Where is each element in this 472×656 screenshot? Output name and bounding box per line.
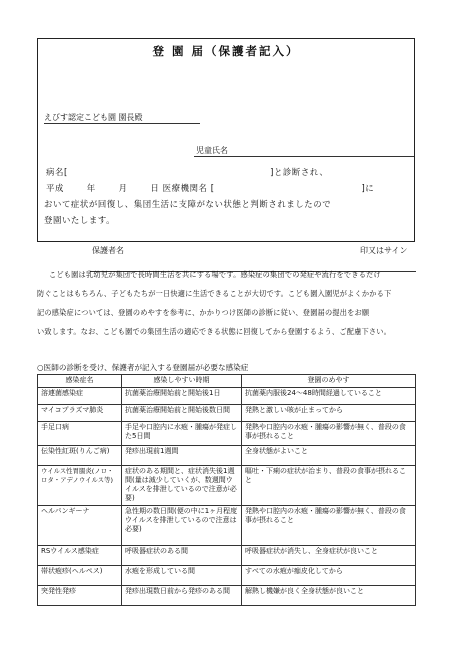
form-line-date-clinic: 平成 年 月 日 医療機関名 [ ]に — [46, 183, 375, 193]
infectious-period: 発疹出現数日前から発疹のある間 — [122, 586, 242, 606]
infectious-period: 症状のある期間と、症状消失後1週間(量は減少していくが、数週間ウイルスを排泄しているので注意が必要) — [122, 466, 242, 506]
disease-name: RSウイルス感染症 — [38, 546, 122, 566]
table-row — [38, 506, 416, 546]
infectious-period: 抗菌薬治療開始前と開始後1日 — [122, 388, 242, 405]
return-guideline: 発熱と激しい咳が止まってから — [242, 405, 416, 422]
header-return-guideline: 登園のめやす — [242, 375, 416, 388]
disease-name: 突発性発疹 — [38, 586, 122, 606]
child-name-field[interactable] — [194, 156, 414, 157]
form-line-diagnosis: 病名[ ]と診断され、 — [46, 167, 329, 177]
disease-name: ウイルス性胃腸炎(ノロ・ロタ・アデノウイルス等) — [38, 466, 122, 506]
disease-name: マイコプラズマ肺炎 — [38, 405, 122, 422]
return-guideline: 発熱や口腔内の水疱・腫瘍の影響が無く、普段の食事が摂れること — [242, 506, 416, 546]
table-row — [38, 405, 416, 422]
table-title: ○医師の診断を受け、保護者が記入する登園届が必要な感染症 — [37, 363, 249, 372]
guardian-name-label: 保護者名 — [92, 246, 124, 255]
table-row — [38, 388, 416, 405]
table-row — [38, 546, 416, 566]
form-line-recovery: おいて症状が回復し、集団生活に支障がない状態と判断されましたので — [44, 199, 332, 209]
seal-or-signature-label: 印又はサイン — [360, 246, 408, 255]
attendance-form-box — [37, 38, 415, 255]
disease-name: 帯状疱疹(ヘルペス) — [38, 566, 122, 586]
notice-line: い致します。なお、こども園での集団生活の適応できる状態に回復してから登園するよう、ご配慮下さい。 — [37, 327, 392, 336]
disease-table — [37, 374, 416, 606]
infectious-period: 急性期の数日間(便の中に1ヶ月程度ウイルスを排泄しているので注意は必要) — [122, 506, 242, 546]
return-guideline: 抗菌薬内服後24～48時間経過していること — [242, 388, 416, 405]
return-guideline: すべての水疱が痂皮化してから — [242, 566, 416, 586]
disease-name: 手足口病 — [38, 422, 122, 446]
form-title: 登 園 届（保護者記入） — [152, 44, 300, 58]
header-infectious-period: 感染しやすい時期 — [122, 375, 242, 388]
addressee: えびす認定こども園 園長殿 — [44, 113, 143, 122]
disease-name: 伝染性紅斑(りんご病) — [38, 446, 122, 466]
notice-line: 記の感染症については、登園のめやすを参考に、かかりつけ医師の診断に従い、登園届の提出をお願 — [37, 308, 370, 317]
return-guideline: 発熱や口腔内の水疱・腫瘍の影響が無く、普段の食事が摂れること — [242, 422, 416, 446]
table-row — [38, 466, 416, 506]
table-row — [38, 586, 416, 606]
return-guideline: 解熱し機嫌が良く全身状態が良いこと — [242, 586, 416, 606]
form-line-attend: 登園いたします。 — [44, 215, 116, 225]
return-guideline: 呼吸器症状が消失し、全身症状が良いこと — [242, 546, 416, 566]
infectious-period: 発疹出現前1週間 — [122, 446, 242, 466]
notice-line: 防ぐことはもちろん、子どもたちが一日快適に生活できることが大切です。こども園入園児がよくかかる下 — [37, 289, 392, 298]
table-row — [38, 566, 416, 586]
table-row — [38, 422, 416, 446]
notice-line: こども園は乳幼児が集団で長時間生活を共にする場です。感染症の集団での発症や流行をできるだけ — [49, 270, 381, 279]
return-guideline: 嘔吐・下痢の症状が治まり、普段の食事が摂れること — [242, 466, 416, 506]
header-disease-name: 感染症名 — [38, 375, 122, 388]
table-row — [38, 446, 416, 466]
disease-name: ヘルパンギーナ — [38, 506, 122, 546]
return-guideline: 全身状態がよいこと — [242, 446, 416, 466]
addressee-underline — [44, 123, 200, 124]
child-name-label: 児童氏名 — [196, 146, 228, 155]
infectious-period: 抗菌薬治療開始前と開始後数日間 — [122, 405, 242, 422]
infectious-period: 呼吸器症状のある間 — [122, 546, 242, 566]
infectious-period: 手足や口腔内に水疱・腫瘍が発症した5日間 — [122, 422, 242, 446]
table-header-row — [38, 375, 416, 388]
disease-name: 溶連菌感染症 — [38, 388, 122, 405]
infectious-period: 水疱を形成している間 — [122, 566, 242, 586]
